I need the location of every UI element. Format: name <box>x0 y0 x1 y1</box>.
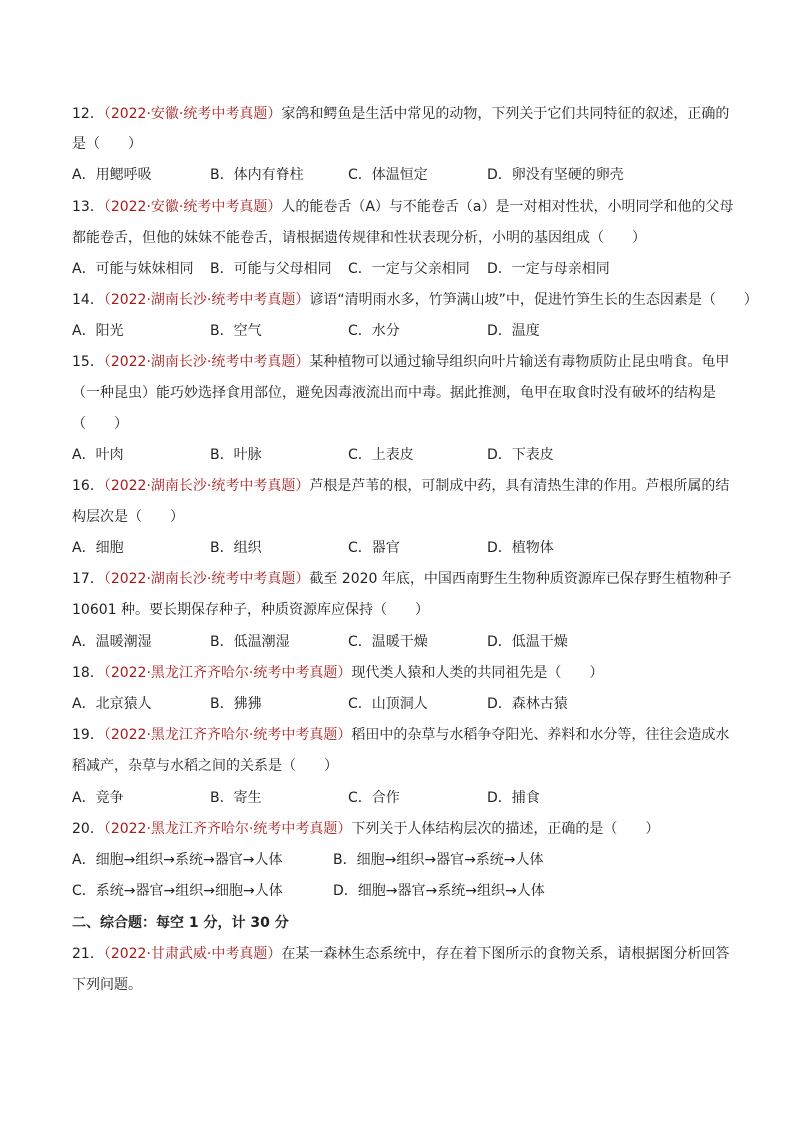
option-d: D．低温干燥 <box>487 634 568 650</box>
question-source: （2022·安徽·统考中考真题） <box>103 106 282 122</box>
question-number: 17． <box>72 571 104 587</box>
option-a: A．细胞 <box>72 540 124 556</box>
option-b: B．狒狒 <box>210 696 262 712</box>
question-number: 15． <box>72 354 104 370</box>
option-d: D．一定与母亲相同 <box>487 261 610 277</box>
question-source: （2022·湖南长沙·统考中考真题） <box>103 571 310 587</box>
question-text: 芦根是芦苇的根，可制成中药，具有清热生津的作用。芦根所属的结 <box>309 478 730 494</box>
option-b: B．低温潮湿 <box>210 634 290 650</box>
option-a: A．温暖潮湿 <box>72 634 152 650</box>
option-c: C．系统→器官→组织→细胞→人体 <box>72 883 283 899</box>
question-source: （2022·湖南长沙·统考中考真题） <box>103 354 310 370</box>
question-number: 13． <box>72 199 104 215</box>
option-b: B．体内有脊柱 <box>210 167 304 183</box>
option-c: C．一定与父亲相同 <box>348 261 470 277</box>
question-text-continued: 10601 种。要长期保存种子，种质资源库应保持（ ） <box>72 602 429 618</box>
option-b: B．组织 <box>210 540 262 556</box>
question-text: 下列关于人体结构层次的描述，正确的是（ ） <box>351 821 660 837</box>
question-14 <box>72 290 758 310</box>
question-13 <box>72 197 734 217</box>
option-b: B．细胞→组织→器官→系统→人体 <box>333 852 544 868</box>
question-text: 截至 2020 年底，中国西南野生生物种质资源库已保存野生植物种子 <box>309 571 732 587</box>
question-16 <box>72 476 729 496</box>
question-number: 19． <box>72 727 104 743</box>
question-source: （2022·湖南长沙·统考中考真题） <box>103 292 310 308</box>
option-d: D．捕食 <box>487 790 540 806</box>
section-heading: 二、综合题：每空 1 分，计 30 分 <box>72 915 289 931</box>
question-text: 人的能卷舌（A）与不能卷舌（a）是一对相对性状，小明同学和他的父母 <box>281 199 734 215</box>
option-a: A．叶肉 <box>72 447 124 463</box>
option-a: A．用鳃呼吸 <box>72 167 152 183</box>
question-20 <box>72 819 659 839</box>
question-text-continued: 构层次是（ ） <box>72 509 184 525</box>
question-text: 稻田中的杂草与水稻争夺阳光、养料和水分等，往往会造成水 <box>351 727 730 743</box>
question-number: 21． <box>72 946 104 962</box>
option-a: A．细胞→组织→系统→器官→人体 <box>72 852 283 868</box>
question-source: （2022·安徽·统考中考真题） <box>103 199 282 215</box>
question-19 <box>72 725 729 745</box>
option-a: A．阳光 <box>72 323 124 339</box>
question-number: 20． <box>72 821 104 837</box>
question-number: 12． <box>72 106 104 122</box>
question-text-continued: 下列问题。 <box>72 977 142 993</box>
question-text: 现代类人猿和人类的共同祖先是（ ） <box>351 665 604 681</box>
option-c: C．合作 <box>348 790 400 806</box>
option-d: D．下表皮 <box>487 447 554 463</box>
option-b: B．叶脉 <box>210 447 262 463</box>
option-d: D．细胞→器官→系统→组织→人体 <box>333 883 545 899</box>
option-c: C．上表皮 <box>348 447 414 463</box>
question-number: 16． <box>72 478 104 494</box>
option-c: C．器官 <box>348 540 400 556</box>
question-text-continued: 是（ ） <box>72 136 142 152</box>
question-source: （2022·湖南长沙·统考中考真题） <box>103 478 310 494</box>
question-source: （2022·黑龙江齐齐哈尔·统考中考真题） <box>103 727 352 743</box>
option-b: B．寄生 <box>210 790 262 806</box>
question-text: 某种植物可以通过输导组织向叶片输送有毒物质防止昆虫啃食。龟甲 <box>309 354 730 370</box>
option-c: C．温暖干燥 <box>348 634 428 650</box>
option-d: D．森林古猿 <box>487 696 568 712</box>
option-a: A．可能与妹妹相同 <box>72 261 194 277</box>
question-text-continued: （ ） <box>72 416 128 432</box>
question-number: 14． <box>72 292 104 308</box>
question-17 <box>72 569 732 589</box>
question-text: 谚语“清明雨水多，竹笋满山坡”中，促进竹笋生长的生态因素是（ ） <box>309 292 758 308</box>
question-text-continued: （一种昆虫）能巧妙选择食用部位，避免因毒液流出而中毒。据此推测，龟甲在取食时没有破坏的结构是 <box>72 385 716 401</box>
question-text: 在某一森林生态系统中，存在着下图所示的食物关系，请根据图分析回答 <box>281 946 730 962</box>
option-d: D．温度 <box>487 323 540 339</box>
question-18 <box>72 663 603 683</box>
option-b: B．空气 <box>210 323 262 339</box>
option-a: A．北京猿人 <box>72 696 152 712</box>
question-text-continued: 稻减产，杂草与水稻之间的关系是（ ） <box>72 758 338 774</box>
question-number: 18． <box>72 665 104 681</box>
question-15 <box>72 352 729 372</box>
option-d: D．植物体 <box>487 540 554 556</box>
question-text-continued: 都能卷舌，但他的妹妹不能卷舌，请根据遗传规律和性状表现分析，小明的基因组成（ ） <box>72 230 646 246</box>
question-source: （2022·黑龙江齐齐哈尔·统考中考真题） <box>103 665 352 681</box>
question-text: 家鸽和鳄鱼是生活中常见的动物，下列关于它们共同特征的叙述，正确的 <box>281 106 730 122</box>
option-a: A．竞争 <box>72 790 124 806</box>
option-b: B．可能与父母相同 <box>210 261 332 277</box>
option-c: C．山顶洞人 <box>348 696 428 712</box>
question-21 <box>72 944 729 964</box>
question-12 <box>72 104 729 124</box>
question-source: （2022·甘肃武威·中考真题） <box>103 946 282 962</box>
question-source: （2022·黑龙江齐齐哈尔·统考中考真题） <box>103 821 352 837</box>
option-d: D．卵没有坚硬的卵壳 <box>487 167 624 183</box>
option-c: C．体温恒定 <box>348 167 428 183</box>
option-c: C．水分 <box>348 323 400 339</box>
